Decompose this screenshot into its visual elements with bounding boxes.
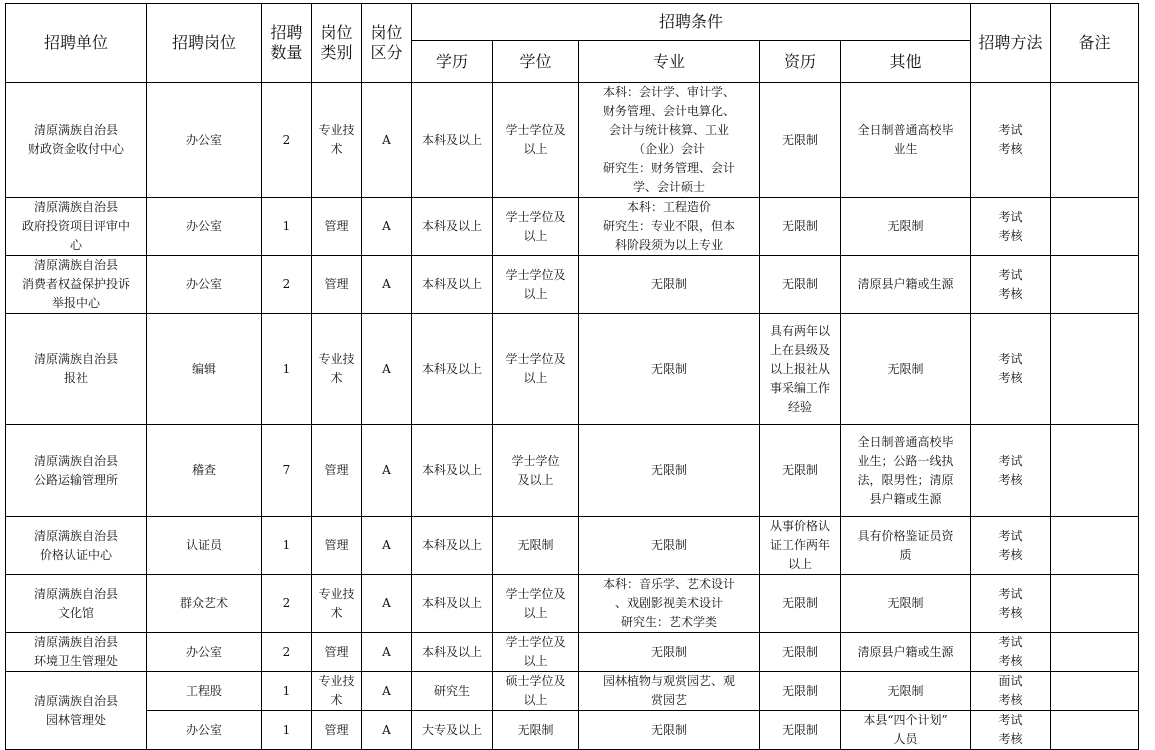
cell-remarks xyxy=(1051,256,1139,314)
cell-other: 无限制 xyxy=(841,575,971,633)
cell-degree: 硕士学位及 以上 xyxy=(493,672,579,711)
cell-experience: 无限制 xyxy=(760,256,841,314)
cell-division: A xyxy=(362,711,412,750)
cell-quantity: 2 xyxy=(262,83,312,198)
cell-quantity: 7 xyxy=(262,425,312,517)
cell-education: 本科及以上 xyxy=(412,633,493,672)
cell-major: 无限制 xyxy=(579,256,760,314)
header-experience: 资历 xyxy=(760,41,841,83)
cell-division: A xyxy=(362,633,412,672)
table-row xyxy=(6,83,1139,198)
cell-education: 本科及以上 xyxy=(412,256,493,314)
cell-other: 本县“四个计划” 人员 xyxy=(841,711,971,750)
header-method: 招聘方法 xyxy=(971,4,1051,83)
cell-other: 清原县户籍或生源 xyxy=(841,256,971,314)
cell-division: A xyxy=(362,83,412,198)
cell-major: 无限制 xyxy=(579,517,760,575)
cell-category: 专业技 术 xyxy=(312,672,362,711)
cell-remarks xyxy=(1051,198,1139,256)
cell-quantity: 2 xyxy=(262,633,312,672)
header-degree: 学位 xyxy=(493,41,579,83)
table-row xyxy=(6,425,1139,517)
cell-unit: 清原满族自治县 消费者权益保护投诉 举报中心 xyxy=(6,256,147,314)
cell-degree: 学士学位及 以上 xyxy=(493,198,579,256)
cell-major: 无限制 xyxy=(579,711,760,750)
cell-unit: 清原满族自治县 环境卫生管理处 xyxy=(6,633,147,672)
table-row xyxy=(6,517,1139,575)
cell-experience: 无限制 xyxy=(760,575,841,633)
cell-major: 本科：会计学、审计学、 财务管理、会计电算化、 会计与统计核算、工业 （企业）会计 研究生：财务管理、会计 学、会计硕士 xyxy=(579,83,760,198)
cell-degree: 学士学位 及以上 xyxy=(493,425,579,517)
cell-other: 无限制 xyxy=(841,672,971,711)
cell-quantity: 1 xyxy=(262,314,312,425)
cell-position: 稽查 xyxy=(147,425,262,517)
header-conditions: 招聘条件 xyxy=(412,4,971,41)
cell-remarks xyxy=(1051,672,1139,711)
cell-category: 管理 xyxy=(312,711,362,750)
cell-degree: 学士学位及 以上 xyxy=(493,83,579,198)
cell-remarks xyxy=(1051,314,1139,425)
cell-division: A xyxy=(362,575,412,633)
cell-other: 全日制普通高校毕 业生；公路一线执 法，限男性；清原 县户籍或生源 xyxy=(841,425,971,517)
cell-other: 清原县户籍或生源 xyxy=(841,633,971,672)
cell-education: 本科及以上 xyxy=(412,314,493,425)
cell-education: 大专及以上 xyxy=(412,711,493,750)
cell-unit: 清原满族自治县 政府投资项目评审中 心 xyxy=(6,198,147,256)
cell-remarks xyxy=(1051,425,1139,517)
cell-experience: 无限制 xyxy=(760,672,841,711)
cell-division: A xyxy=(362,517,412,575)
cell-unit: 清原满族自治县 文化馆 xyxy=(6,575,147,633)
cell-category: 管理 xyxy=(312,517,362,575)
cell-quantity: 2 xyxy=(262,575,312,633)
header-category: 岗位 类别 xyxy=(312,4,362,83)
table-header xyxy=(6,4,1139,83)
cell-method: 考试 考核 xyxy=(971,314,1051,425)
cell-remarks xyxy=(1051,83,1139,198)
cell-category: 专业技 术 xyxy=(312,314,362,425)
cell-degree: 无限制 xyxy=(493,517,579,575)
header-position: 招聘岗位 xyxy=(147,4,262,83)
cell-division: A xyxy=(362,256,412,314)
cell-method: 考试 考核 xyxy=(971,198,1051,256)
cell-experience: 无限制 xyxy=(760,711,841,750)
cell-category: 管理 xyxy=(312,425,362,517)
cell-division: A xyxy=(362,425,412,517)
cell-major: 无限制 xyxy=(579,633,760,672)
cell-remarks xyxy=(1051,633,1139,672)
cell-education: 本科及以上 xyxy=(412,425,493,517)
table-row xyxy=(6,711,1139,750)
cell-position: 认证员 xyxy=(147,517,262,575)
cell-division: A xyxy=(362,672,412,711)
cell-unit: 清原满族自治县 报社 xyxy=(6,314,147,425)
cell-method: 面试 考核 xyxy=(971,672,1051,711)
cell-other: 无限制 xyxy=(841,314,971,425)
cell-remarks xyxy=(1051,517,1139,575)
cell-experience: 具有两年以 上在县级及 以上报社从 事采编工作 经验 xyxy=(760,314,841,425)
cell-position: 办公室 xyxy=(147,256,262,314)
cell-major: 本科：音乐学、艺术设计 、戏剧影视美术设计 研究生：艺术学类 xyxy=(579,575,760,633)
cell-remarks xyxy=(1051,711,1139,750)
cell-position: 办公室 xyxy=(147,198,262,256)
table-row xyxy=(6,672,1139,711)
cell-position: 群众艺术 xyxy=(147,575,262,633)
cell-major: 本科：工程造价 研究生：专业不限，但本 科阶段须为以上专业 xyxy=(579,198,760,256)
cell-major: 无限制 xyxy=(579,314,760,425)
cell-method: 考试 考核 xyxy=(971,575,1051,633)
header-division: 岗位 区分 xyxy=(362,4,412,83)
cell-unit: 清原满族自治县 公路运输管理所 xyxy=(6,425,147,517)
cell-degree: 学士学位及 以上 xyxy=(493,633,579,672)
cell-method: 考试 考核 xyxy=(971,633,1051,672)
cell-degree: 学士学位及 以上 xyxy=(493,314,579,425)
cell-education: 本科及以上 xyxy=(412,517,493,575)
table-row xyxy=(6,198,1139,256)
cell-position: 编辑 xyxy=(147,314,262,425)
header-other: 其他 xyxy=(841,41,971,83)
header-remarks: 备注 xyxy=(1051,4,1139,83)
cell-quantity: 1 xyxy=(262,517,312,575)
table-row xyxy=(6,314,1139,425)
recruitment-table xyxy=(5,3,1139,750)
cell-degree: 学士学位及 以上 xyxy=(493,575,579,633)
cell-education: 研究生 xyxy=(412,672,493,711)
cell-position: 办公室 xyxy=(147,83,262,198)
cell-remarks xyxy=(1051,575,1139,633)
cell-method: 考试 考核 xyxy=(971,711,1051,750)
table-row xyxy=(6,633,1139,672)
cell-experience: 无限制 xyxy=(760,633,841,672)
cell-position: 办公室 xyxy=(147,633,262,672)
cell-position: 工程股 xyxy=(147,672,262,711)
cell-experience: 无限制 xyxy=(760,83,841,198)
cell-quantity: 1 xyxy=(262,672,312,711)
cell-education: 本科及以上 xyxy=(412,83,493,198)
cell-method: 考试 考核 xyxy=(971,83,1051,198)
header-education: 学历 xyxy=(412,41,493,83)
cell-category: 专业技 术 xyxy=(312,575,362,633)
cell-other: 无限制 xyxy=(841,198,971,256)
cell-method: 考试 考核 xyxy=(971,517,1051,575)
cell-category: 专业技 术 xyxy=(312,83,362,198)
cell-division: A xyxy=(362,314,412,425)
cell-category: 管理 xyxy=(312,256,362,314)
cell-category: 管理 xyxy=(312,198,362,256)
cell-degree: 无限制 xyxy=(493,711,579,750)
cell-division: A xyxy=(362,198,412,256)
cell-unit: 清原满族自治县 价格认证中心 xyxy=(6,517,147,575)
cell-major: 园林植物与观赏园艺、观 赏园艺 xyxy=(579,672,760,711)
cell-category: 管理 xyxy=(312,633,362,672)
table-row xyxy=(6,256,1139,314)
cell-education: 本科及以上 xyxy=(412,575,493,633)
cell-experience: 无限制 xyxy=(760,198,841,256)
header-unit: 招聘单位 xyxy=(6,4,147,83)
cell-position: 办公室 xyxy=(147,711,262,750)
cell-quantity: 1 xyxy=(262,711,312,750)
cell-degree: 学士学位及 以上 xyxy=(493,256,579,314)
cell-method: 考试 考核 xyxy=(971,256,1051,314)
cell-quantity: 2 xyxy=(262,256,312,314)
header-quantity: 招聘 数量 xyxy=(262,4,312,83)
cell-major: 无限制 xyxy=(579,425,760,517)
cell-experience: 从事价格认 证工作两年 以上 xyxy=(760,517,841,575)
cell-unit: 清原满族自治县 财政资金收付中心 xyxy=(6,83,147,198)
table-row xyxy=(6,575,1139,633)
cell-education: 本科及以上 xyxy=(412,198,493,256)
cell-other: 具有价格鉴证员资 质 xyxy=(841,517,971,575)
cell-other: 全日制普通高校毕 业生 xyxy=(841,83,971,198)
cell-unit: 清原满族自治县 园林管理处 xyxy=(6,672,147,750)
header-major: 专业 xyxy=(579,41,760,83)
cell-quantity: 1 xyxy=(262,198,312,256)
cell-method: 考试 考核 xyxy=(971,425,1051,517)
cell-experience: 无限制 xyxy=(760,425,841,517)
